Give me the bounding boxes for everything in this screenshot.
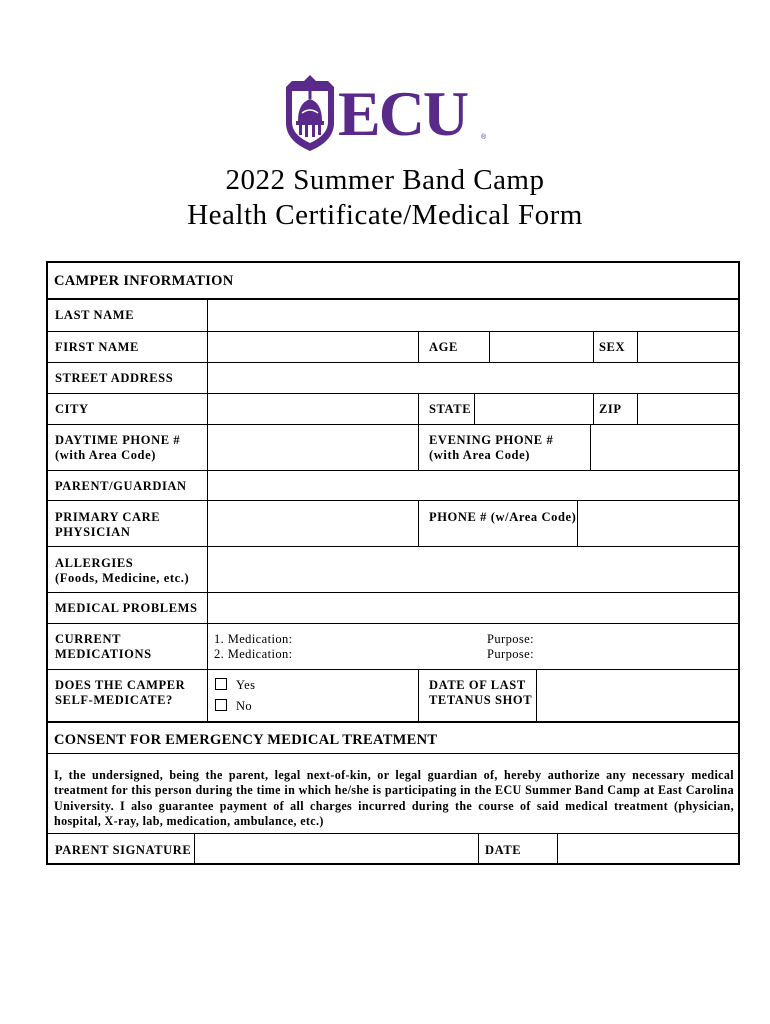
form-title-line1: 2022 Summer Band Camp <box>225 164 545 196</box>
evening-phone-sublabel: (with Area Code) <box>429 448 531 462</box>
parent-guardian-field[interactable] <box>208 471 738 500</box>
current-medications-label: CURRENT <box>55 632 122 646</box>
last-name-field[interactable] <box>208 299 738 331</box>
last-name-label: LAST NAME <box>55 308 135 322</box>
date-field[interactable] <box>558 834 738 865</box>
medication-2-label: 2. Medication: <box>214 647 293 661</box>
street-address-label: STREET ADDRESS <box>55 371 174 385</box>
consent-text: I, the undersigned, being the parent, legal next-of-kin, or legal guardian of, hereby authorize any necessary medical treatment for this person during the time in which he/she is participating in the ECU Summer Band Camp at East Carolina University. I also guarantee payment of all charges incurred during the course of said medical treatment (physician, hospital, X-ray, lab, medication, ambulance, etc.) <box>54 768 734 828</box>
allergies-label: ALLERGIES <box>55 556 134 570</box>
self-medicate-label: DOES THE CAMPER <box>55 678 186 692</box>
physician-phone-label: PHONE # (w/Area Code) <box>429 510 577 524</box>
form-title-line2: Health Certificate/Medical Form <box>187 199 583 231</box>
tetanus-label: DATE OF LAST <box>429 678 526 692</box>
state-field[interactable] <box>475 394 593 424</box>
age-field[interactable] <box>490 332 593 362</box>
physician-label: PHYSICIAN <box>55 525 131 539</box>
street-address-field[interactable] <box>208 363 738 393</box>
age-label: AGE <box>429 340 458 354</box>
medical-problems-field[interactable] <box>208 593 738 623</box>
yes-checkbox[interactable] <box>215 678 227 690</box>
parent-guardian-label: PARENT/GUARDIAN <box>55 479 187 493</box>
self-medicate-sublabel: SELF-MEDICATE? <box>55 693 173 707</box>
evening-phone-field[interactable] <box>591 425 738 470</box>
evening-phone-label: EVENING PHONE # <box>429 433 554 447</box>
camper-information-heading: CAMPER INFORMATION <box>54 273 234 289</box>
purpose-1-label: Purpose: <box>487 632 534 646</box>
daytime-phone-field[interactable] <box>208 425 418 470</box>
sex-label: SEX <box>599 340 626 354</box>
consent-heading: CONSENT FOR EMERGENCY MEDICAL TREATMENT <box>54 732 438 748</box>
state-label: STATE <box>429 402 472 416</box>
no-label: No <box>236 699 253 713</box>
medications-label: MEDICATIONS <box>55 647 152 661</box>
allergies-sublabel: (Foods, Medicine, etc.) <box>55 571 190 585</box>
date-label: DATE <box>485 843 522 857</box>
physician-phone-field[interactable] <box>578 501 738 546</box>
daytime-phone-sublabel: (with Area Code) <box>55 448 157 462</box>
allergies-field[interactable] <box>208 547 738 592</box>
daytime-phone-label: DAYTIME PHONE # <box>55 433 181 447</box>
medical-form <box>46 261 740 865</box>
first-name-field[interactable] <box>208 332 418 362</box>
tetanus-date-field[interactable] <box>537 670 738 721</box>
physician-field[interactable] <box>208 501 418 546</box>
medication-1-label: 1. Medication: <box>214 632 293 646</box>
no-checkbox[interactable] <box>215 699 227 711</box>
purpose-2-label: Purpose: <box>487 647 534 661</box>
tetanus-sublabel: TETANUS SHOT <box>429 693 533 707</box>
yes-label: Yes <box>236 678 256 692</box>
ecu-logo <box>284 73 490 153</box>
zip-field[interactable] <box>638 394 738 424</box>
city-field[interactable] <box>208 394 418 424</box>
city-label: CITY <box>55 402 89 416</box>
logo-text: ECU <box>338 78 468 149</box>
primary-care-label: PRIMARY CARE <box>55 510 161 524</box>
medical-problems-label: MEDICAL PROBLEMS <box>55 601 198 615</box>
zip-label: ZIP <box>599 402 622 416</box>
svg-text:®: ® <box>481 134 487 141</box>
parent-signature-label: PARENT SIGNATURE <box>55 843 192 857</box>
first-name-label: FIRST NAME <box>55 340 139 354</box>
parent-signature-field[interactable] <box>195 834 478 865</box>
sex-field[interactable] <box>638 332 738 362</box>
